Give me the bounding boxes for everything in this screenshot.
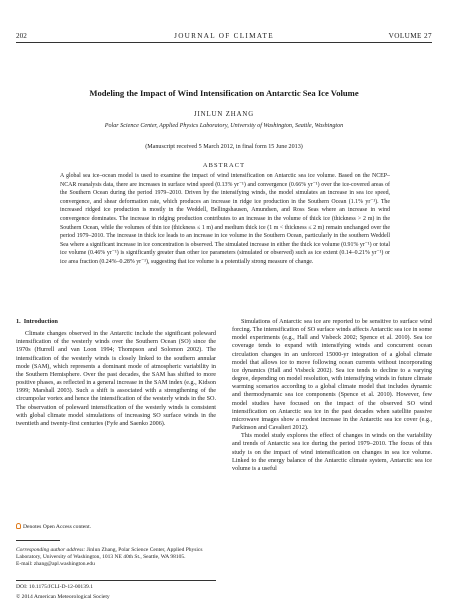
doi-rule — [16, 580, 216, 581]
corr-label: Corresponding author address: — [16, 547, 86, 553]
author-name: JINLUN ZHANG — [193, 111, 255, 118]
body-column-left — [16, 318, 216, 428]
article-title: Modeling the Impact of Wind Intensification on Antarctic Sea Ice Volume — [89, 88, 359, 98]
body-column-right — [232, 318, 432, 473]
section-number: 1. — [16, 318, 21, 325]
intro-paragraph-1: Climate changes observed in the Antarctic include the significant poleward intensification of the westerly winds over the Southern Ocean (SO) since the 1970s (Hurrell and van Loon 1994; Thompson and Solomon 2002). The intensification of the westerly winds is closely linked to the southern annular mode (SAM), which represents a dominant mode of atmospheric variability in the Southern Hemisphere. Over the past decades, the SAM has shifted to more positive phases, as reflected in a general increase in the SAM index (e.g., Kidson 1999; Marshall 2003). Such a shift is associated with a strengthening of the circumpolar vortex and hence the intensification of the westerly winds in the SO. The observation of poleward intensification of the westerly winds is consistent with global climate model simulations of increasing SO surface winds in the twentieth and twenty-first centuries (Fyfe and Saenko 2006). — [16, 331, 216, 427]
intro-paragraph-3: This model study explores the effect of changes in winds on the variability and trends of Antarctic sea ice during the period 1979–2010. The focus of this study is on the impact of wind intensification on changes in sea ice volume. Linked to the energy balance of the Antarctic climate system, Antarctic sea ice volume is a useful — [232, 433, 432, 472]
open-access-text: Denotes Open Access content. — [23, 524, 92, 530]
page-number: 202 — [16, 32, 27, 40]
abstract-text: A global sea ice–ocean model is used to examine the impact of wind intensification on Antarctic sea ice volume. Based on the NCEP–NCAR reanalysis data, there are increases in surface wind speed (0.13% yr⁻¹) and convergence (0.66% yr⁻¹) over the ice-covered areas of the Southern Ocean during the period 1979–2010. Driven by the intensifying winds, the model simulates an increase in sea ice speed, convergence, and shear deformation rate, which produces an increase in ridge ice production in the Southern Ocean (1.1% yr⁻¹). The increased ridged ice production is mostly in the Weddell, Bellingshausen, Amundsen, and Ross Seas where an increase in wind convergence dominates. The increase in ridging production contributes to an increase in the volume of thick ice (thickness > 2 m) in the Southern Ocean, while the volumes of thin ice (thickness ≤ 1 m) and medium thick ice (1 m < thickness ≤ 2 m) remain unchanged over the period 1979–2010. The increase in thick ice leads to an increase in ice volume in the Southern Ocean, particularly in the southern Weddell Sea where a significant increase in ice concentration is observed. The simulated increase in either the thick ice volume (0.91% yr⁻¹) or total ice volume (0.46% yr⁻¹) is significantly greater than other ice parameters (simulated or observed) such as ice extent (0.14–0.21% yr⁻¹) or ice area fraction (0.24%–0.28% yr⁻¹), suggesting that ice volume is a potentially strong measure of change. — [60, 173, 390, 265]
open-access-icon — [16, 523, 21, 529]
intro-paragraph-2: Simulations of Antarctic sea ice are reported to be sensitive to surface wind forcing. The intensification of SO surface winds affects Antarctic sea ice in some model experiments (e.g., Hall and Visbeck 2002; Spence et al. 2010). Sea ice coverage tends to expand with intensifying winds and concurrent ocean circulation changes in an unforced 15000-yr integration of a global climate model that allows ice to move following ocean currents without incorporating ice dynamics (Hall and Visbeck 2002). Sea ice tends to decline to a varying degree, depending on model resolution, with intensifying winds in future climate warming scenarios according to a global climate model that includes dynamic and thermodynamic sea ice components (Spence et al. 2010). However, few model studies have focused on the impact of the observed SO wind intensification on Antarctic sea ice in the past decades when satellite passive microwave images show a modest increase in the Antarctic sea ice cover (e.g., Parkinson and Cavalieri 2012). — [232, 319, 432, 432]
section-title: Introduction — [23, 318, 58, 325]
doi-text: DOI: 10.1175/JCLI-D-12-00139.1 — [16, 584, 94, 590]
running-header — [16, 32, 432, 44]
section-heading — [16, 318, 216, 326]
abstract-heading: ABSTRACT — [202, 162, 246, 169]
copyright-text: © 2014 American Meteorological Society — [16, 594, 110, 600]
corr-address: Jinlun Zhang, Polar Science Center, Applied Physics Laboratory, University of Washington, 1013 NE 40th St., Seattle, WA 98105. — [16, 547, 203, 561]
corresponding-author — [16, 547, 216, 569]
corr-email: E-mail: zhang@apl.washington.edu — [16, 561, 95, 568]
open-access-note — [16, 523, 216, 530]
header-rule — [16, 42, 432, 43]
manuscript-dates: (Manuscript received 5 March 2012, in final form 15 June 2013) — [145, 144, 303, 150]
footnote-rule — [16, 540, 60, 541]
volume-label: VOLUME 27 — [388, 32, 432, 40]
author-affiliation: Polar Science Center, Applied Physics Laboratory, University of Washington, Seattle, Washington — [104, 123, 344, 129]
journal-name: JOURNAL OF CLIMATE — [174, 32, 274, 40]
